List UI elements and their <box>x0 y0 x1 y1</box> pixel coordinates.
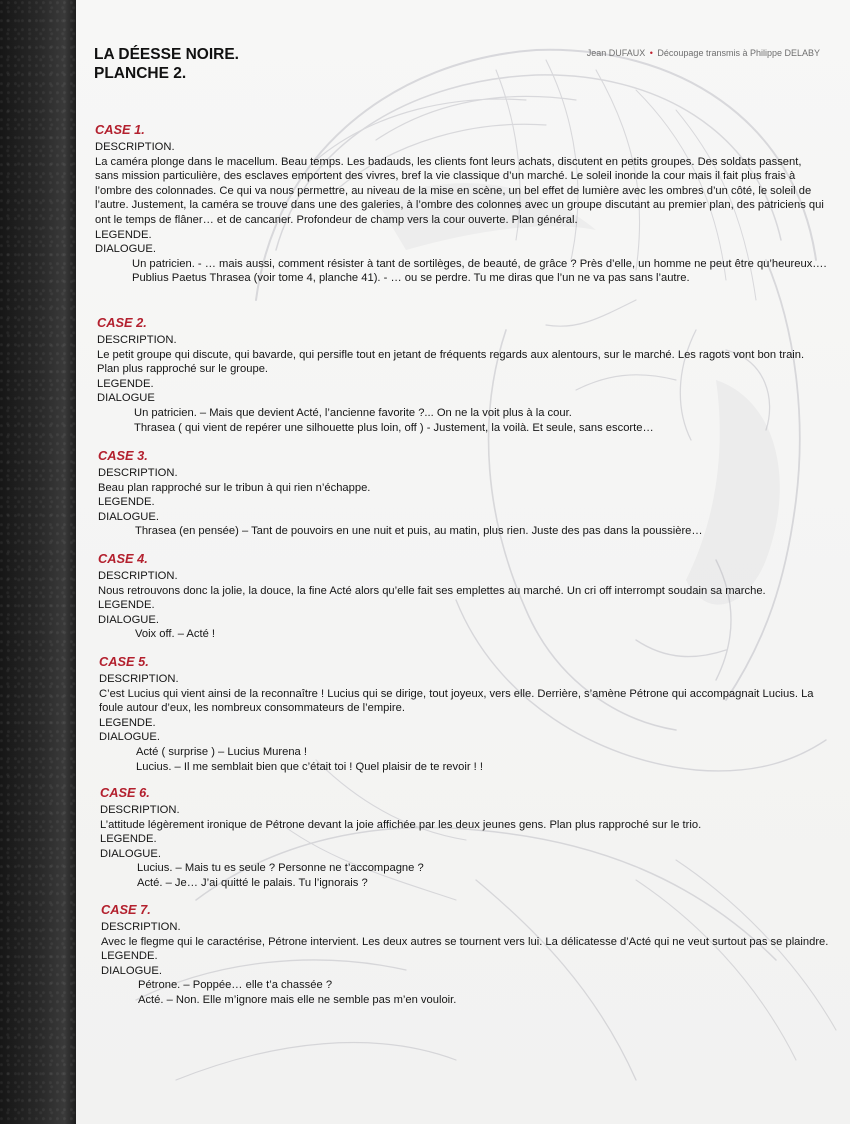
legend-label: LEGENDE. <box>97 377 154 390</box>
script-page <box>76 0 850 1124</box>
dialogue-line: Thrasea ( qui vient de repérer une silhouette plus loin, off ) - Justement, la voilà. Et seule, sans escorte… <box>134 421 654 434</box>
dialogue-label: DIALOGUE. <box>95 243 156 256</box>
title-line-1: LA DÉESSE NOIRE. <box>94 46 239 63</box>
legend-label: LEGENDE. <box>98 599 155 612</box>
legend-label: LEGENDE. <box>95 228 152 241</box>
dialogue-block <box>101 978 833 1007</box>
author-credit <box>587 48 820 58</box>
dialogue-label: DIALOGUE. <box>98 613 159 626</box>
dialogue-line: Un patricien. – Mais que devient Acté, l’ancienne favorite ?... On ne la voit plus à la cour. <box>134 406 572 419</box>
case-title: CASE 6. <box>100 785 150 800</box>
author-name: Jean DUFAUX <box>586 48 646 58</box>
case-4 <box>98 551 830 642</box>
description-text: Le petit groupe qui discute, qui bavarde, qui persifle tout en jetant de fréquents regards aux alentours, sur le marché. Les ragots vont bon train. Plan plus rapproché sur le groupe. <box>97 348 805 376</box>
separator-bullet-icon: • <box>649 48 653 58</box>
dialogue-line: Acté. – Non. Elle m’ignore mais elle ne semble pas m’en vouloir. <box>138 993 457 1006</box>
dialogue-line: Thrasea (en pensée) – Tant de pouvoirs en une nuit et puis, au matin, plus rien. Juste des pas dans la poussière… <box>135 525 703 538</box>
case-2 <box>97 315 829 435</box>
description-label: DESCRIPTION. <box>98 467 178 479</box>
case-1 <box>95 122 827 286</box>
description-label: DESCRIPTION. <box>99 673 179 685</box>
dialogue-block <box>95 257 827 286</box>
legend-label: LEGENDE. <box>101 950 158 963</box>
description-text: La caméra plonge dans le macellum. Beau temps. Les badauds, les clients font leurs achats, discutent en petits groupes. Des soldats passent, sans mission particulière, des esclaves emportent des vivres, bref la vie classique d’un marché. Le soleil inonde la cour mais il fait plus frais à l’ombre des colonnades. Ce qui va nous permettre, au niveau de la mise en scène, un bel effet de lumière avec les ombres d’un côté, le soleil de l’autre. Justement, la caméra se trouve dans une des galeries, à l’ombre des colonnes avec un groupe discutant au premier plan, des patriciens qui ont le temps de flâner… et de cancaner. Profondeur de champ vers la cour ouverte. Plan général. <box>95 155 824 226</box>
dialogue-label: DIALOGUE. <box>98 510 159 523</box>
description-text: Avec le flegme qui le caractérise, Pétrone intervient. Les deux autres se tournent vers lui. La délicatesse d’Acté qui ne veut surtout pas se plaindre. <box>101 935 829 948</box>
case-title: CASE 5. <box>99 654 149 669</box>
dialogue-label: DIALOGUE. <box>100 847 161 860</box>
dialogue-label: DIALOGUE. <box>99 731 160 744</box>
credit-note: Découpage transmis à Philippe DELABY <box>657 48 820 58</box>
case-title: CASE 3. <box>98 448 148 463</box>
case-title: CASE 7. <box>101 902 151 917</box>
description-text: Beau plan rapproché sur le tribun à qui rien n’échappe. <box>98 481 371 494</box>
description-label: DESCRIPTION. <box>97 334 177 346</box>
case-title: CASE 4. <box>98 551 148 566</box>
title-line-2: PLANCHE 2. <box>94 65 187 82</box>
case-title: CASE 1. <box>95 122 145 137</box>
dialogue-label: DIALOGUE <box>97 392 155 405</box>
dialogue-block <box>100 861 832 890</box>
legend-label: LEGENDE. <box>98 496 155 509</box>
dialogue-block <box>99 745 831 774</box>
description-text: L’attitude légèrement ironique de Pétrone devant la joie affichée par les deux jeunes gens. Plan plus rapproché sur le trio. <box>100 818 702 831</box>
page-title <box>94 45 239 83</box>
case-3 <box>98 448 830 539</box>
description-label: DESCRIPTION. <box>101 921 181 933</box>
description-text: C’est Lucius qui vient ainsi de la reconnaître ! Lucius qui se dirige, tout joyeux, vers elle. Derrière, s’amène Pétrone qui accompagnait Lucius. La foule autour d’eux, les nombreux consommateurs de l’empire. <box>99 687 814 715</box>
description-label: DESCRIPTION. <box>100 804 180 816</box>
dialogue-line: Lucius. – Mais tu es seule ? Personne ne t’accompagne ? <box>137 862 424 875</box>
dialogue-line: Un patricien. - … mais aussi, comment résister à tant de sortilèges, de beauté, de grâce ? Près d’elle, un homme ne peut être qu’heureux…. <box>132 257 827 270</box>
dialogue-line: Acté ( surprise ) – Lucius Murena ! <box>136 745 307 758</box>
dialogue-line: Voix off. – Acté ! <box>135 628 216 641</box>
dialogue-line: Lucius. – Il me semblait bien que c’était toi ! Quel plaisir de te revoir ! ! <box>136 760 483 773</box>
description-text: Nous retrouvons donc la jolie, la douce, la fine Acté alors qu’elle fait ses emplettes au marché. Un cri off interrompt soudain sa marche. <box>98 584 766 597</box>
legend-label: LEGENDE. <box>100 833 157 846</box>
legend-label: LEGENDE. <box>99 716 156 729</box>
dialogue-line: Pétrone. – Poppée… elle t’a chassée ? <box>138 979 333 992</box>
dark-binding-strip <box>0 0 76 1124</box>
dialogue-line: Acté. – Je… J’ai quitté le palais. Tu l’ignorais ? <box>137 876 368 889</box>
document-text <box>76 0 850 1124</box>
case-7 <box>101 902 833 1008</box>
dialogue-line: Publius Paetus Thrasea (voir tome 4, planche 41). - … ou se perdre. Tu me diras que l’un ne va pas sans l’autre. <box>132 272 690 285</box>
dialogue-block <box>97 406 829 435</box>
dialogue-block <box>98 524 830 539</box>
dialogue-label: DIALOGUE. <box>101 964 162 977</box>
case-5 <box>99 654 831 774</box>
dialogue-block <box>98 627 830 642</box>
description-label: DESCRIPTION. <box>98 570 178 582</box>
description-label: DESCRIPTION. <box>95 141 175 153</box>
case-title: CASE 2. <box>97 315 147 330</box>
case-6 <box>100 785 832 891</box>
